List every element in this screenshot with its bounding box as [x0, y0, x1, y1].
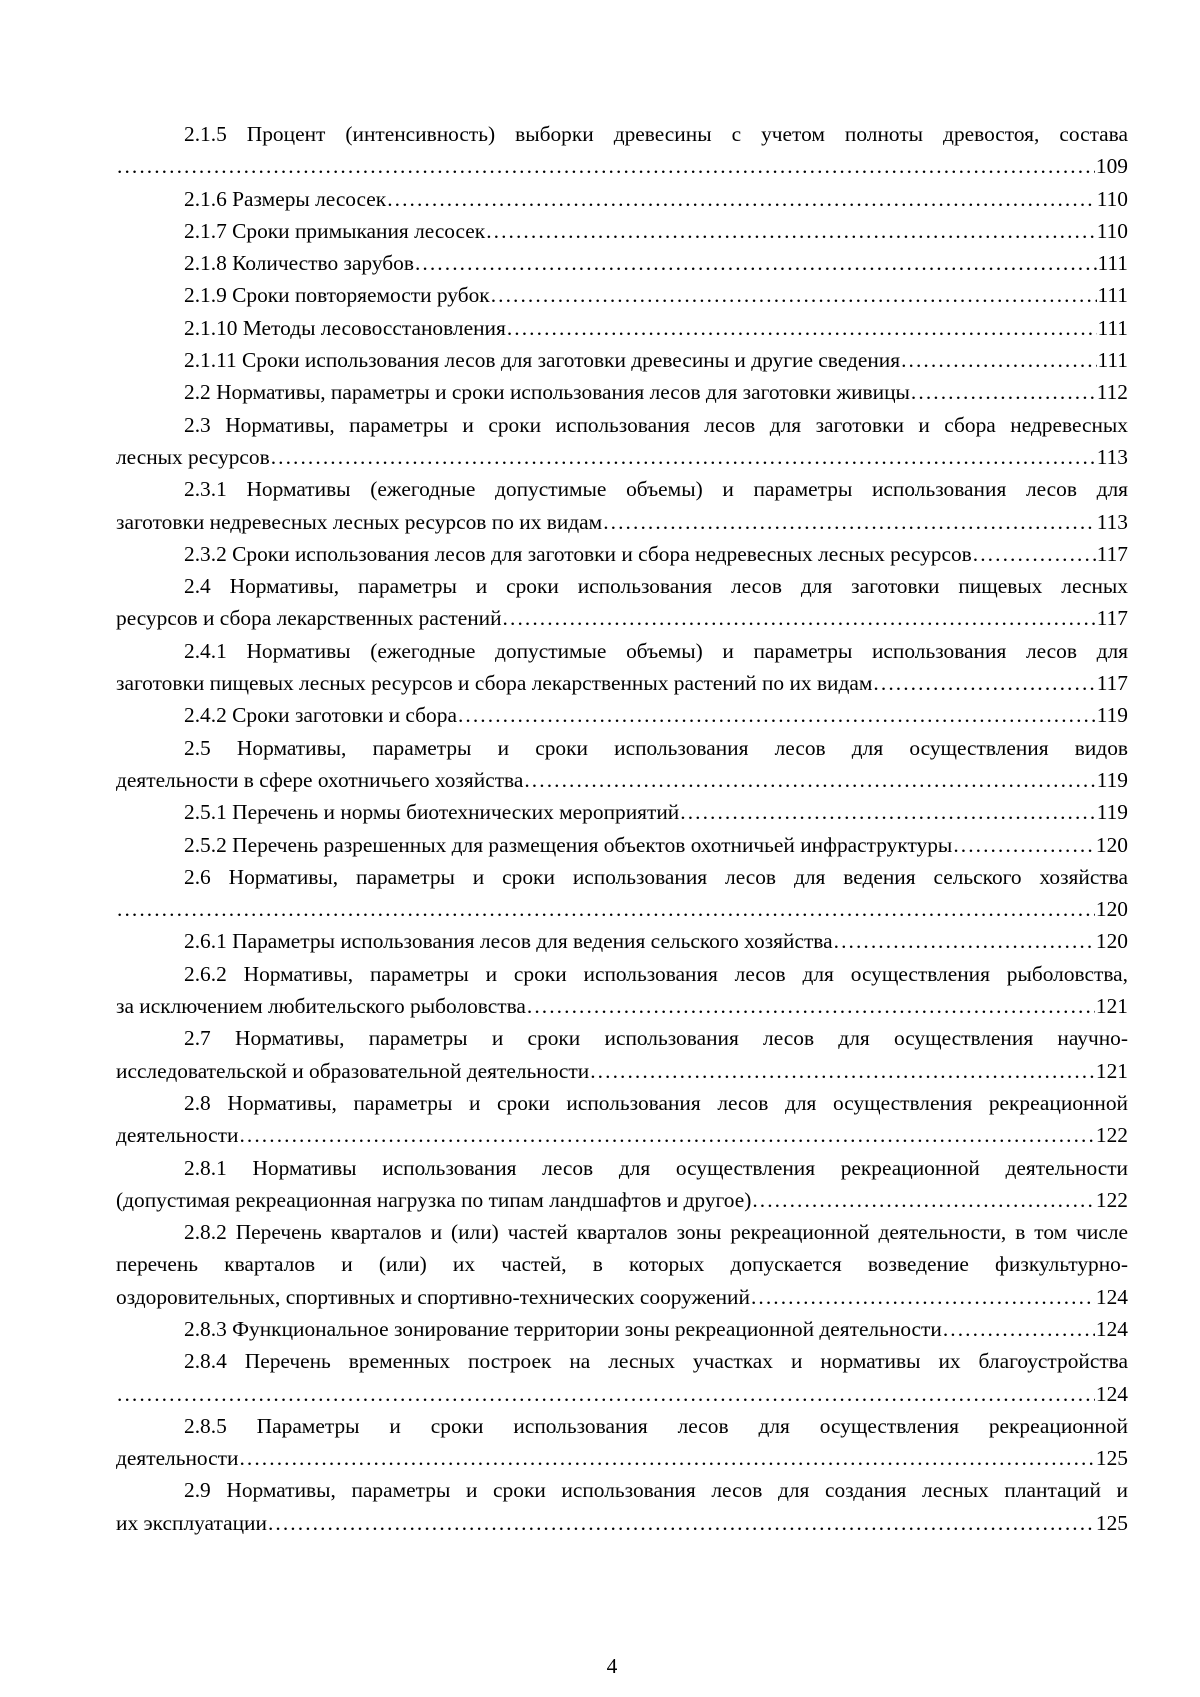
toc-entry-title-end: ресурсов и сбора лекарственных растений [116, 606, 502, 631]
toc-page-number: 125 [1095, 1510, 1128, 1535]
toc-entry[interactable] [116, 409, 1128, 474]
dot-leader [117, 893, 1095, 925]
toc-page-number: 120 [1095, 832, 1128, 857]
toc-entry-title-end: 2.1.10 Методы лесовосстановления [184, 315, 506, 340]
toc-entry-title: 2.3.1 Нормативы (ежегодные допустимые объемы) и параметры использования лесов для [184, 477, 1128, 502]
toc-entry-title-end: 2.2 Нормативы, параметры и сроки использования лесов для заготовки живицы [184, 380, 910, 405]
toc-entry-title: 2.4.1 Нормативы (ежегодные допустимые объемы) и параметры использования лесов для [184, 638, 1128, 663]
toc-page-number: 122 [1095, 1123, 1128, 1148]
toc-entry-title-end: 2.5.1 Перечень и нормы биотехнических мероприятий [184, 800, 680, 825]
page-number: 4 [606, 1654, 618, 1678]
toc-entry-title-end: заготовки недревесных лесных ресурсов по их видам [116, 509, 603, 534]
dot-leader [751, 1281, 1095, 1313]
toc-page-number: 112 [1096, 380, 1128, 405]
toc-page-number: 120 [1095, 929, 1128, 954]
toc-page-number: 124 [1095, 1284, 1128, 1309]
toc-entry[interactable] [116, 925, 1128, 957]
toc-page-number: 122 [1095, 1187, 1128, 1212]
dot-leader [503, 602, 1096, 634]
toc-entry[interactable] [116, 1410, 1128, 1475]
toc-entry[interactable] [116, 279, 1128, 311]
dot-leader [973, 538, 1096, 570]
toc-entry[interactable] [116, 118, 1128, 183]
toc-entry-title: 2.3 Нормативы, параметры и сроки использования лесов для заготовки и сбора недревесных [184, 412, 1128, 437]
dot-leader [415, 247, 1097, 279]
toc-entry-title: 2.6 Нормативы, параметры и сроки использования лесов для ведения сельского хозяйства [184, 864, 1128, 889]
toc-page-number: 111 [1097, 315, 1128, 340]
toc-page-number: 113 [1096, 509, 1128, 534]
toc-entry[interactable] [116, 183, 1128, 215]
toc-entry-title-end: 2.1.7 Сроки примыкания лесосек [184, 218, 486, 243]
toc-entry-title-end: лесных ресурсов [116, 444, 270, 469]
dot-leader [524, 764, 1095, 796]
toc-entry-title: 2.8.2 Перечень кварталов и (или) частей кварталов зоны рекреационной деятельности, в том числе перечень кварталов и (или) их частей, в которых допускается возведение физкультурно- [116, 1220, 1128, 1277]
dot-leader [239, 1442, 1094, 1474]
dot-leader [491, 279, 1097, 311]
toc-entry-title: 2.6.2 Нормативы, параметры и сроки использования лесов для осуществления рыболовства, [184, 961, 1128, 986]
toc-entry[interactable] [116, 699, 1128, 731]
toc-entry-title-end: 2.4.2 Сроки заготовки и сбора [184, 703, 457, 728]
toc-entry-title: 2.9 Нормативы, параметры и сроки использования лесов для создания лесных плантаций и [184, 1478, 1128, 1503]
toc-entry[interactable] [116, 570, 1128, 635]
toc-page-number: 111 [1097, 348, 1128, 373]
toc-entry-title: 2.8.1 Нормативы использования лесов для осуществления рекреационной деятельности [184, 1155, 1128, 1180]
toc-page-number: 121 [1095, 1058, 1128, 1083]
toc-entry[interactable] [116, 247, 1128, 279]
toc-entry-title-end: заготовки пищевых лесных ресурсов и сбора лекарственных растений по их видам [116, 671, 873, 696]
toc-entry-title: 2.1.5 Процент (интенсивность) выборки древесины с учетом полноты древостоя, состава [184, 122, 1128, 146]
toc-entry[interactable] [116, 1152, 1128, 1217]
toc-entry[interactable] [116, 958, 1128, 1023]
toc-page-number: 109 [1095, 154, 1128, 179]
dot-leader [752, 1184, 1095, 1216]
toc-entry-title-end: деятельности [116, 1446, 239, 1471]
toc-page-number: 111 [1097, 251, 1128, 276]
toc-entry[interactable] [116, 1022, 1128, 1087]
dot-leader [117, 1378, 1095, 1410]
toc-page-number: 117 [1096, 541, 1128, 566]
dot-leader [590, 1055, 1095, 1087]
toc-entry-title: 2.8 Нормативы, параметры и сроки использования лесов для осуществления рекреационной [184, 1090, 1128, 1115]
dot-leader [911, 376, 1096, 408]
dot-leader [901, 344, 1096, 376]
dot-leader [458, 699, 1096, 731]
toc-page-number: 119 [1096, 767, 1128, 792]
toc-entry[interactable] [116, 796, 1128, 828]
toc-entry[interactable] [116, 732, 1128, 797]
dot-leader [507, 312, 1097, 344]
dot-leader [873, 667, 1095, 699]
toc-page-number: 124 [1095, 1381, 1128, 1406]
toc-entry[interactable] [116, 829, 1128, 861]
toc-entry-title-end: их эксплуатации [116, 1510, 267, 1535]
toc-entry-title-end: 2.1.6 Размеры лесосек [184, 186, 387, 211]
toc-entry[interactable] [116, 635, 1128, 700]
dot-leader [271, 441, 1096, 473]
toc-entry[interactable] [116, 1313, 1128, 1345]
toc-entry-title-end: 2.1.9 Сроки повторяемости рубок [184, 283, 490, 308]
toc-entry[interactable] [116, 215, 1128, 247]
dot-leader [486, 215, 1096, 247]
toc-page-number: 117 [1096, 606, 1128, 631]
toc-entry-title-end: 2.5.2 Перечень разрешенных для размещения объектов охотничьей инфраструктуры [184, 832, 953, 857]
dot-leader [239, 1119, 1094, 1151]
toc-page-number: 113 [1096, 444, 1128, 469]
toc-page-number: 111 [1097, 283, 1128, 308]
toc-entry[interactable] [116, 344, 1128, 376]
toc-entry-title-end: 2.8.3 Функциональное зонирование территории зоны рекреационной деятельности [184, 1316, 942, 1341]
toc-page-number: 110 [1096, 218, 1128, 243]
toc-page-number: 120 [1095, 897, 1128, 922]
dot-leader [117, 150, 1095, 182]
toc-entry-title-end: 2.6.1 Параметры использования лесов для ведения сельского хозяйства [184, 929, 833, 954]
dot-leader [268, 1507, 1095, 1539]
toc-entry[interactable] [116, 538, 1128, 570]
toc-entry-title-end: исследовательской и образовательной деятельности [116, 1058, 590, 1083]
toc-entry[interactable] [116, 1216, 1128, 1313]
toc-page-number: 110 [1096, 186, 1128, 211]
toc-page-number: 121 [1095, 994, 1128, 1019]
toc-entry-title: 2.7 Нормативы, параметры и сроки использования лесов для осуществления научно- [184, 1026, 1128, 1051]
toc-entry-title: 2.5 Нормативы, параметры и сроки использования лесов для осуществления видов [184, 735, 1128, 760]
toc-entry[interactable] [116, 1474, 1128, 1539]
toc-entry-title: 2.8.5 Параметры и сроки использования лесов для осуществления рекреационной [184, 1413, 1128, 1438]
toc-entry-title: 2.4 Нормативы, параметры и сроки использования лесов для заготовки пищевых лесных [184, 574, 1128, 599]
toc-entry-title-end: оздоровительных, спортивных и спортивно-технических сооружений [116, 1284, 750, 1309]
toc-entry-title-end: 2.1.11 Сроки использования лесов для заготовки древесины и другие сведения [184, 348, 901, 373]
dot-leader [680, 796, 1095, 828]
toc-page-number: 119 [1096, 703, 1128, 728]
dot-leader [527, 990, 1095, 1022]
toc-page-number: 117 [1096, 671, 1128, 696]
toc-entry-title: 2.8.4 Перечень временных построек на лесных участках и нормативы их благоустройства [184, 1349, 1128, 1374]
toc-entry-title-end: (допустимая рекреационная нагрузка по типам ландшафтов и другое) [116, 1187, 752, 1212]
toc-entry[interactable] [116, 376, 1128, 408]
toc-page-number: 125 [1095, 1446, 1128, 1471]
toc-entry[interactable] [116, 861, 1128, 926]
dot-leader [953, 829, 1095, 861]
toc-page-number: 119 [1096, 800, 1128, 825]
dot-leader [387, 183, 1096, 215]
toc-entry[interactable] [116, 1087, 1128, 1152]
toc-entry-title-end: деятельности в сфере охотничьего хозяйства [116, 767, 524, 792]
toc-page-number: 124 [1095, 1316, 1128, 1341]
toc-entry-title-end: за исключением любительского рыболовства [116, 994, 526, 1019]
dot-leader [603, 506, 1096, 538]
toc-entry-title-end: 2.3.2 Сроки использования лесов для заготовки и сбора недревесных лесных ресурсов [184, 541, 972, 566]
dot-leader [834, 925, 1095, 957]
toc-entry[interactable] [116, 473, 1128, 538]
dot-leader [943, 1313, 1095, 1345]
table-of-contents [116, 118, 1128, 1539]
toc-entry[interactable] [116, 312, 1128, 344]
toc-entry-title-end: 2.1.8 Количество зарубов [184, 251, 414, 276]
toc-entry[interactable] [116, 1345, 1128, 1410]
toc-entry-title-end: деятельности [116, 1123, 239, 1148]
